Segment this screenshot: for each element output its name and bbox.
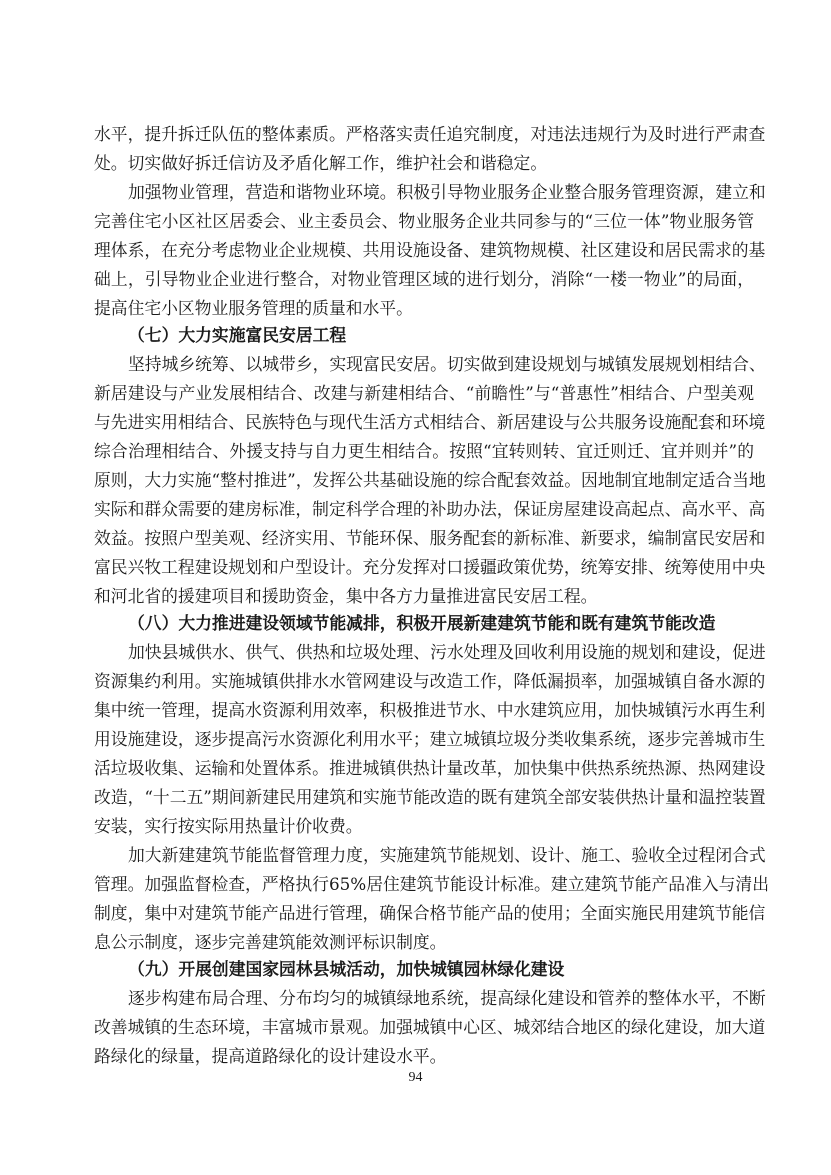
body-text-line: 集中统一管理，提高水资源利用效率，积极推进节水、中水建筑应用，加快城镇污水再生利 — [94, 700, 766, 720]
body-text-line: 逐步构建布局合理、分布均匀的城镇绿地系统，提高绿化建设和管养的整体水平，不断 — [128, 988, 766, 1008]
body-text-line: 活垃圾收集、运输和处置体系。推进城镇供热计量改革，加快集中供热系统热源、热网建设 — [94, 758, 766, 778]
body-text-line: 制度，集中对建筑节能产品进行管理，确保合格节能产品的使用；全面实施民用建筑节能信 — [94, 903, 766, 923]
section-heading: （七）大力实施富民安居工程 — [128, 325, 347, 345]
body-text-line: 综合治理相结合、外援支持与自力更生相结合。按照“宜转则转、宜迁则迁、宜并则并”的 — [94, 441, 754, 461]
body-text-line: 加大新建建筑节能监督管理力度，实施建筑节能规划、设计、施工、验收全过程闭合式 — [128, 845, 766, 865]
body-text-line: 安装，实行按实际用热量计价收费。 — [94, 816, 363, 836]
body-text-line: 富民兴牧工程建设规划和户型设计。充分发挥对口援疆政策优势，统筹安排、统筹使用中央 — [94, 557, 766, 577]
body-text-line: 完善住宅小区社区居委会、业主委员会、物业服务企业共同参与的“三位一体”物业服务管 — [94, 211, 754, 231]
body-text-line: 与先进实用相结合、民族特色与现代生活方式相结合、新居建设与公共服务设施配套和环境 — [94, 412, 766, 432]
body-text-line: 理体系，在充分考虑物业企业规模、共用设施设备、建筑物规模、社区建设和居民需求的基 — [94, 240, 766, 260]
section-heading: （八）大力推进建设领域节能减排，积极开展新建建筑节能和既有建筑节能改造 — [128, 613, 716, 633]
body-text-line: 础上，引导物业企业进行整合，对物业管理区域的进行划分，消除“一楼一物业”的局面， — [94, 269, 754, 289]
body-text-line: 路绿化的绿量，提高道路绿化的设计建设水平。 — [94, 1046, 447, 1066]
body-text-line: 资源集约利用。实施城镇供排水水管网建设与改造工作，降低漏损率，加强城镇自备水源的 — [94, 671, 766, 691]
body-text-line: 提高住宅小区物业服务管理的质量和水平。 — [94, 298, 413, 318]
body-text-line: 坚持城乡统筹、以城带乡，实现富民安居。切实做到建设规划与城镇发展规划相结合、 — [128, 354, 766, 374]
body-text-line: 加快县城供水、供气、供热和垃圾处理、污水处理及回收利用设施的规划和建设，促进 — [128, 642, 766, 662]
body-text-line: 实际和群众需要的建房标准，制定科学合理的补助办法，保证房屋建设高起点、高水平、高 — [94, 499, 766, 519]
body-text-line: 新居建设与产业发展相结合、改建与新建相结合、“前瞻性”与“普惠性”相结合、户型美观 — [94, 383, 754, 403]
body-text-line: 用设施建设，逐步提高污水资源化利用水平；建立城镇垃圾分类收集系统，逐步完善城市生 — [94, 729, 766, 749]
body-text-line: 加强物业管理，营造和谐物业环境。积极引导物业服务企业整合服务管理资源，建立和 — [128, 182, 766, 202]
body-text-line: 效益。按照户型美观、经济实用、节能环保、服务配套的新标准、新要求，编制富民安居和 — [94, 528, 766, 548]
body-text-line: 原则，大力实施“整村推进”，发挥公共基础设施的综合配套效益。因地制宜地制定适合当地 — [94, 470, 766, 490]
body-text-line: 改造，“十二五”期间新建民用建筑和实施节能改造的既有建筑全部安装供热计量和温控装置 — [94, 787, 766, 807]
body-text-line: 水平，提升拆迁队伍的整体素质。严格落实责任追究制度，对违法违规行为及时进行严肃查 — [94, 124, 766, 144]
body-text-line: 改善城镇的生态环境，丰富城市景观。加强城镇中心区、城郊结合地区的绿化建设，加大道 — [94, 1017, 766, 1037]
section-heading: （九）开展创建国家园林县城活动，加快城镇园林绿化建设 — [128, 959, 565, 979]
body-text-line: 和河北省的援建项目和援助资金，集中各方力量推进富民安居工程。 — [94, 586, 598, 606]
body-text-line: 处。切实做好拆迁信访及矛盾化解工作，维护社会和谐稳定。 — [94, 153, 548, 173]
body-text-line: 管理。加强监督检查，严格执行65%居住建筑节能设计标准。建立建筑节能产品准入与清出 — [94, 874, 769, 894]
page-number: 94 — [408, 1070, 423, 1085]
body-text-line: 息公示制度，逐步完善建筑能效测评标识制度。 — [94, 932, 447, 952]
